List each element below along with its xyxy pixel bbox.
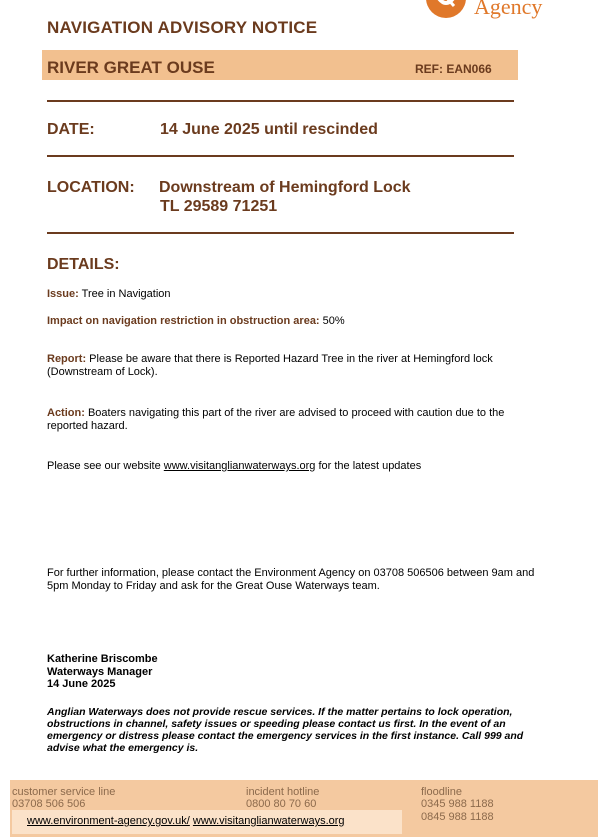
floodline-label: floodline	[421, 786, 462, 798]
floodline-number-1: 0345 988 1188	[421, 798, 494, 810]
impact-label: Impact on navigation restriction in obstruction area:	[47, 315, 320, 327]
customer-service-number: 03708 506 506	[12, 798, 86, 810]
reference-number: REF: EAN066	[415, 62, 492, 76]
divider	[47, 232, 514, 234]
contact-line1: For further information, please contact the Environment Agency on 03708 506506 between 9am and	[47, 567, 535, 579]
issue-label: Issue:	[47, 288, 79, 300]
report-label: Report:	[47, 353, 87, 365]
impact-line	[47, 315, 345, 328]
divider	[47, 155, 514, 157]
contact-line2: 5pm Monday to Friday and ask for the Great Ouse Waterways team.	[47, 580, 380, 592]
disclaimer-line2: obstructions in channel, safety issues or speeding please contact us first. In the event of an	[47, 718, 506, 730]
visit-anglian-waterways-link[interactable]: www.visitanglianwaterways.org	[192, 815, 345, 827]
website-line	[47, 460, 421, 473]
issue-line	[47, 288, 171, 301]
website-suffix: for the latest updates	[318, 460, 422, 472]
action-line1: Boaters navigating this part of the river are advised to proceed with caution due to the	[87, 407, 505, 419]
date-label: DATE:	[47, 121, 95, 138]
location-label: LOCATION:	[47, 179, 135, 196]
logo-text: Agency	[474, 0, 543, 19]
action-line2: reported hazard.	[47, 420, 128, 432]
report-line1: Please be aware that there is Reported Hazard Tree in the river at Hemingford lock	[89, 353, 493, 365]
divider	[47, 100, 514, 102]
location-grid-ref: TL 29589 71251	[160, 198, 278, 215]
customer-service-label: customer service line	[12, 786, 116, 798]
report-paragraph	[47, 353, 567, 379]
signature-name: Katherine Briscombe	[47, 653, 158, 665]
report-line2: (Downstream of Lock).	[47, 366, 158, 378]
details-heading: DETAILS:	[47, 256, 120, 273]
disclaimer	[47, 706, 577, 754]
signature-block	[47, 653, 158, 691]
contact-paragraph	[47, 567, 577, 593]
footer-links	[27, 815, 345, 827]
issue-value: Tree in Navigation	[81, 288, 171, 300]
floodline-number-2: 0845 988 1188	[421, 811, 494, 823]
action-label: Action:	[47, 407, 85, 419]
impact-value: 50%	[322, 315, 345, 327]
website-link[interactable]: www.visitanglianwaterways.org	[163, 460, 316, 472]
signature-date: 14 June 2025	[47, 678, 116, 690]
date-value: 14 June 2025 until rescinded	[160, 121, 378, 138]
disclaimer-line3: emergency or distress please contact the emergency services in the first instance. Call 999 and	[47, 730, 524, 742]
action-paragraph	[47, 407, 567, 433]
river-name: RIVER GREAT OUSE	[47, 58, 215, 77]
notice-title: NAVIGATION ADVISORY NOTICE	[47, 18, 318, 37]
disclaimer-line4: advise what the emergency is.	[47, 742, 199, 754]
incident-hotline-number: 0800 80 70 60	[246, 798, 317, 810]
disclaimer-line1: Anglian Waterways does not provide rescue services. If the matter pertains to lock operation,	[47, 706, 513, 718]
incident-hotline-label: incident hotline	[246, 786, 320, 798]
environment-agency-link[interactable]: www.environment-agency.gov.uk/	[27, 815, 190, 827]
signature-role: Waterways Manager	[47, 665, 153, 678]
website-prefix: Please see our website	[47, 460, 161, 472]
location-line1: Downstream of Hemingford Lock	[159, 179, 411, 196]
